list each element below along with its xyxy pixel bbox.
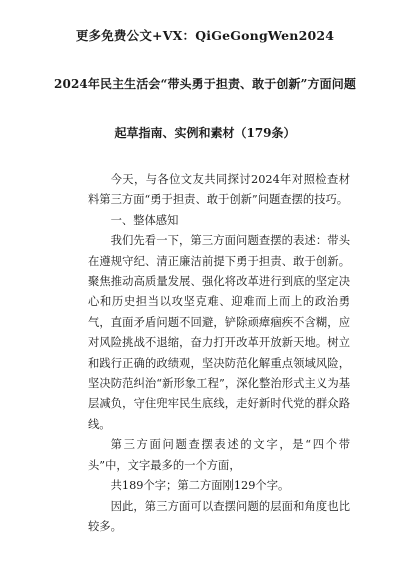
paragraph-character-totals: 共189个字；第二方面刚129个字。: [110, 479, 290, 493]
document-body: [88, 170, 350, 537]
section-heading: 一、整体感知: [110, 213, 179, 227]
document-title: 2024年民主生活会“带头勇于担责、敢于创新”方面问题: [54, 77, 356, 91]
watermark-header: 更多免费公文+VX：QiGeGongWen2024: [75, 28, 335, 43]
paragraph-requirement: 我们先看一下，第三方面问题查摆的表述：带头在遵规守纪、清正廉洁前提下勇于担责、敢于创新。聚焦推动高质量发展、强化将改革进行到底的坚定决心和历史担当以攻坚克难、迎难而上而上的政治勇气，直面矛盾问题不回避，铲除顽瘴痼疾不含糊，应对风险挑战不退缩，奋力打开改革开放新天地。树立和践行正确的政绩观，坚决防范化解重点领域风险，坚决防范纠治“新形象工程”，深化整治形式主义为基层减负，守住兜牢民生底线，走好新时代党的群众路线。: [88, 234, 350, 431]
document-subtitle: 起草指南、实例和素材（179条）: [114, 126, 296, 140]
paragraph-intro: 今天，与各位文友共同探讨2024年对照检查材料第三方面“勇于担责、敢于创新”问题查摆的技巧。: [88, 173, 350, 207]
paragraph-conclusion: 因此，第三方面可以查摆问题的层面和角度也比较多。: [88, 499, 350, 533]
paragraph-word-count: 第三方面问题查摆表述的文字，是“四个带头”中，文字最多的一个方面，: [88, 438, 350, 472]
